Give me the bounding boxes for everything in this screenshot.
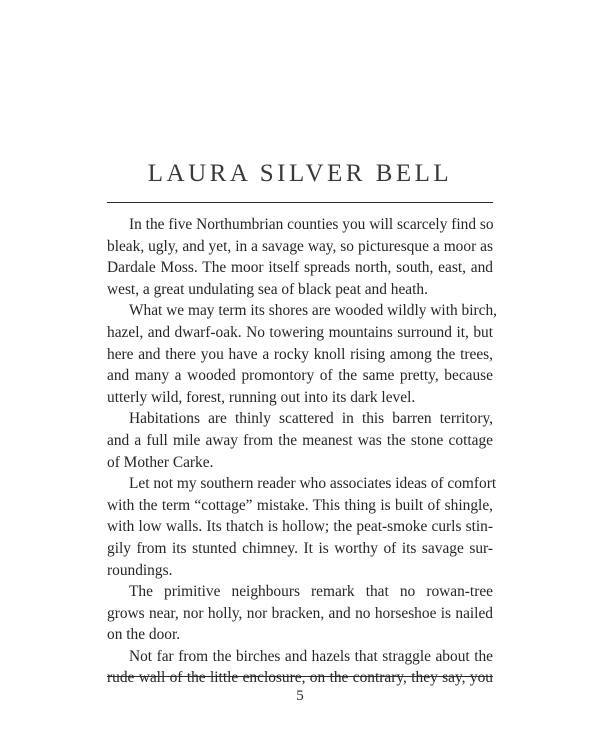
text-line: of Mother Carke. xyxy=(107,453,214,471)
body-text xyxy=(107,214,497,689)
text-line: Let not my southern reader who associates ideas of comfort xyxy=(129,475,497,493)
text-line: with the term “cottage” mistake. This thing is built of shingle, xyxy=(107,496,493,514)
text-line: What we may term its shores are wooded wildly with birch, xyxy=(129,302,497,320)
chapter-title: LAURA SILVER BELL xyxy=(147,160,453,187)
page-number: 5 xyxy=(296,688,304,704)
text-line: roundings. xyxy=(107,561,173,579)
text-line: west, a great undulating sea of black peat and heath. xyxy=(107,280,428,298)
text-line: Dardale Moss. The moor itself spreads north, south, east, and xyxy=(107,259,493,277)
text-line: here and there you have a rocky knoll rising among the trees, xyxy=(107,345,493,363)
footer-divider xyxy=(107,676,493,677)
text-line: rude wall of the little enclosure, on the contrary, they say, you xyxy=(107,669,493,687)
text-line: Not far from the birches and hazels that straggle about the xyxy=(129,647,493,665)
text-line: utterly wild, forest, running out into its dark level. xyxy=(107,388,416,406)
text-line: with low walls. Its thatch is hollow; the peat-smoke curls stin- xyxy=(107,518,493,536)
text-line: and many a wooded promontory of the same pretty, because xyxy=(107,367,493,385)
text-line: In the five Northumbrian counties you will scarcely find so xyxy=(129,216,494,233)
text-line: gily from its stunted chimney. It is worthy of its savage sur- xyxy=(107,539,493,557)
text-line: grows near, nor holly, nor bracken, and no horseshoe is nailed xyxy=(107,604,493,622)
text-line: The primitive neighbours remark that no rowan-tree xyxy=(129,583,493,601)
text-line: hazel, and dwarf-oak. No towering mountains surround it, but xyxy=(107,323,493,341)
text-line: and a full mile away from the meanest was the stone cottage xyxy=(107,431,493,449)
text-line: bleak, ugly, and yet, in a savage way, so picturesque a moor as xyxy=(107,237,493,255)
text-line: Habitations are thinly scattered in this barren territory, xyxy=(129,410,493,428)
text-line: on the door. xyxy=(107,626,181,644)
title-divider xyxy=(107,202,493,203)
